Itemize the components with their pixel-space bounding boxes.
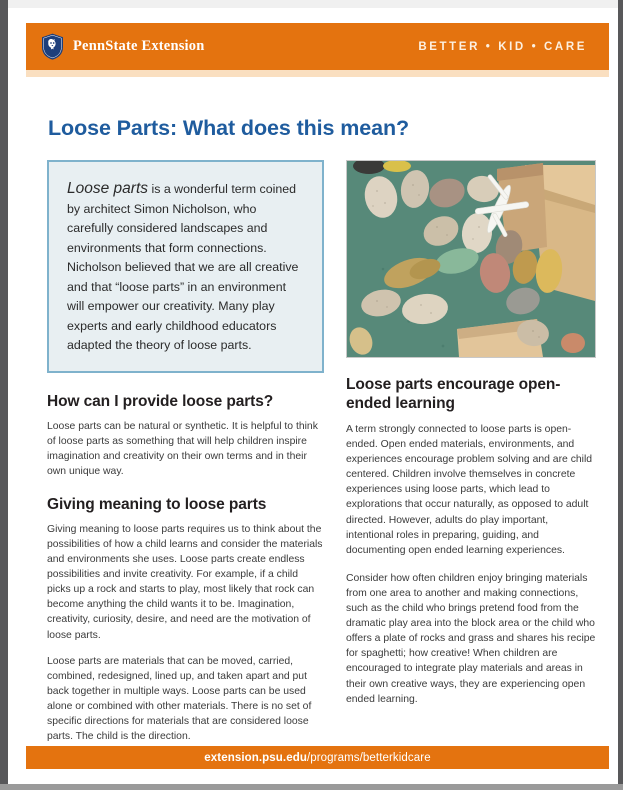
section-heading: Giving meaning to loose parts — [47, 495, 267, 513]
right-column — [346, 160, 596, 707]
program-tagline: BETTER • KID • CARE — [418, 40, 587, 53]
photo-loose-parts-rocks-blocks — [346, 160, 596, 358]
section-open-ended-learning — [346, 375, 596, 707]
section-paragraph: A term strongly connected to loose parts is open-ended. Open ended materials, environments, and experiences encourage problem solving and are child centered. Children involve themselves in concrete experiences using loose parts, which lead to explorations that occur naturally, as opposed to adult directed. However, adults do play important, intentional roles in preparing, guiding, and documenting open ended learning experiences. — [346, 424, 593, 556]
callout-text — [67, 179, 304, 356]
section-heading: Loose parts encourage open-ended learning — [346, 376, 561, 412]
section-heading: How can I provide loose parts? — [47, 392, 274, 410]
section-paragraph: Loose parts are materials that can be moved, carried, combined, redesigned, lined up, and taken apart and put back together in multiple ways. Loose parts can be used alone or combined with other materials. There is no set of specific directions for materials that are considered loose parts. The child is the direction. — [47, 655, 312, 743]
section-paragraph: Giving meaning to loose parts requires us to think about the possibilities of how a child learns and consider the materials and environments she uses. Loose parts create endless possibilities and invite creativity. For example, if a child picks up a rock and starts to play, most likely that rock can become anything the child wants it to be. Imagination, creativity, curiosity, desire, and need are the motivation of loose parts. — [47, 523, 323, 641]
section-how-can-i-provide — [47, 392, 324, 479]
footer-url[interactable] — [204, 752, 430, 764]
left-column — [47, 160, 324, 744]
page-footer — [26, 746, 609, 769]
callout-body: is a wonderful term coined by architect Simon Nicholson, who carefully considered landscapes and environments that form connections. Nicholson believed that we are all creative and that “loose parts” in an environment will empower our creativity. Many play experts and early childhood educators adapted the theory of loose parts. — [67, 182, 299, 352]
page-header — [26, 23, 609, 70]
document-page — [8, 8, 618, 784]
viewer-top-edge — [0, 0, 623, 8]
callout-box — [47, 160, 324, 373]
footer-url-domain: extension.psu.edu — [204, 751, 307, 764]
viewer-left-edge — [0, 0, 8, 790]
footer-url-path: /programs/betterkidcare — [306, 751, 431, 764]
viewer-right-edge — [618, 0, 623, 790]
viewer-bottom-edge — [0, 784, 623, 790]
header-accent-strip — [26, 70, 609, 77]
section-paragraph: Loose parts can be natural or synthetic. It is helpful to think of loose parts as something that will help children inspire imagination and creativity on their own terms and in their own unique way. — [47, 420, 318, 477]
section-paragraph: Consider how often children enjoy bringing materials from one area to another and making connections, such as the child who brings pretend food from the dramatic play area into the block area or the child who offers a plate of rocks and grass and shares his recipe for spaghetti; how creative! When children are encouraged to integrate play materials and areas in their own creative ways, they are experiencing open ended learning. — [346, 572, 596, 705]
page-title: Loose Parts: What does this mean? — [48, 116, 410, 140]
callout-term: Loose parts — [67, 180, 148, 197]
brand-name: PennState Extension — [73, 38, 205, 54]
section-giving-meaning — [47, 495, 324, 744]
brand-lockup — [26, 33, 205, 60]
penn-state-shield-lion-icon — [41, 33, 64, 60]
